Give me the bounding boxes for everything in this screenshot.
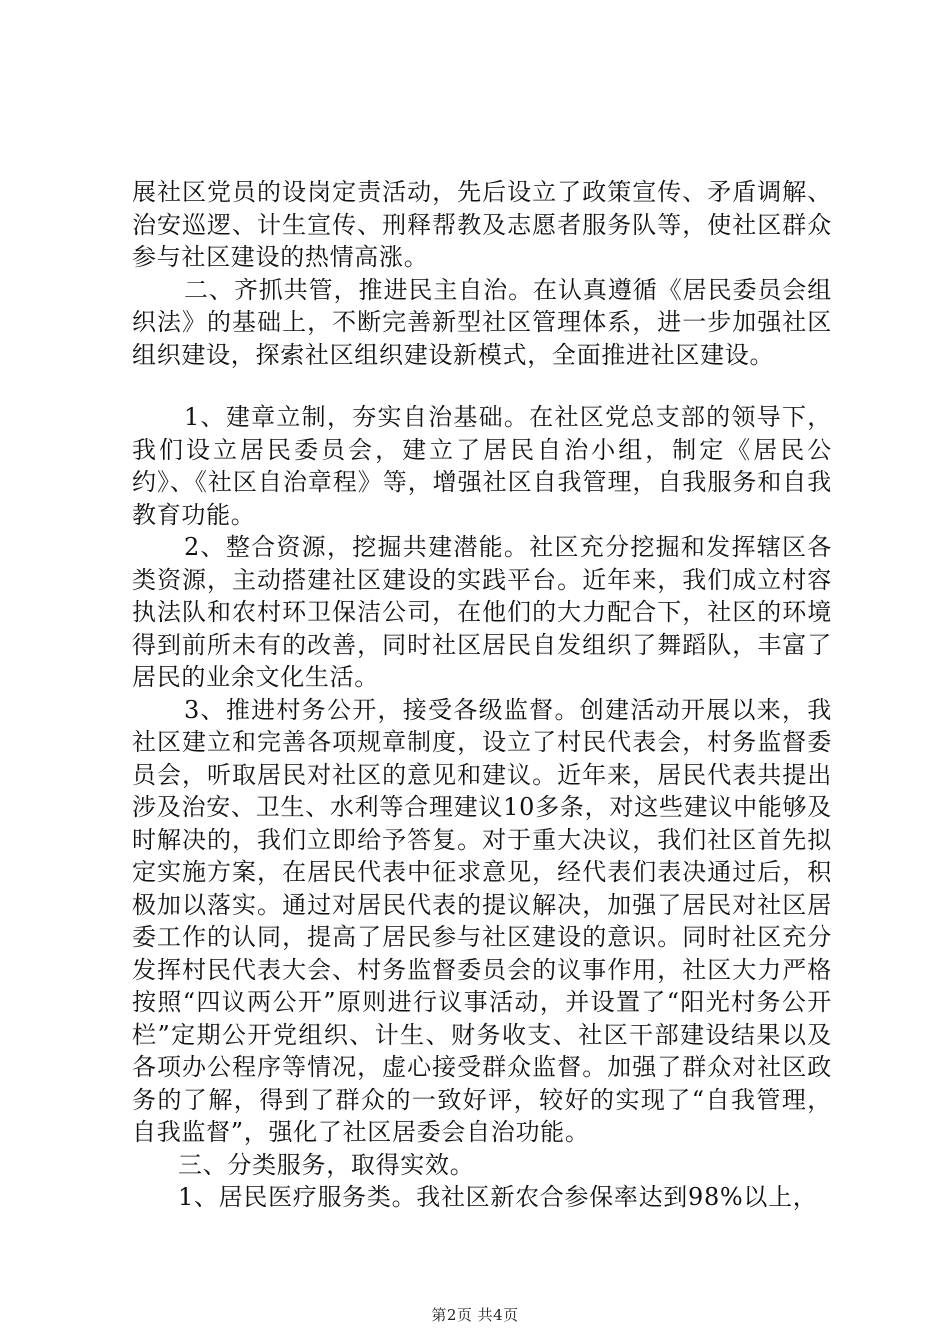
page-number-footer: 第2页 共4页: [431, 1306, 519, 1324]
paragraph-section-three-heading: 三、分类服务，取得实效。: [178, 1150, 475, 1179]
paragraph-medical-service: 1、居民医疗服务类。我社区新农合参保率达到98%以上，: [178, 1183, 818, 1211]
paragraph-section-two-heading: 二、齐抓共管，推进民主自治。在认真遵循《居民委员会组织法》的基础上，不断完善新型社区管理体系，进一步加强社区组织建设，探索社区组织建设新模式，全面推进社区建设。: [132, 275, 832, 369]
document-body: [132, 176, 832, 1214]
paragraph-intro: 展社区党员的设岗定责活动，先后设立了政策宣传、矛盾调解、治安巡逻、计生宣传、刑释帮教及志愿者服务队等，使社区群众参与社区建设的热情高涨。: [132, 178, 832, 271]
paragraph-item-two: 2、整合资源，挖掘共建潜能。社区充分挖掘和发挥辖区各类资源，主动搭建社区建设的实践平台。近年来，我们成立村容执法队和农村环卫保洁公司，在他们的大力配合下，社区的环境得到前所未有的改善，同时社区居民自发组织了舞蹈队，丰富了居民的业余文化生活。: [132, 533, 832, 691]
paragraph-item-one: 1、建章立制，夯实自治基础。在社区党总支部的领导下，我们设立居民委员会，建立了居民自治小组，制定《居民公约》、《社区自治章程》等，增强社区自我管理，自我服务和自我教育功能。: [132, 403, 832, 529]
paragraph-spacer: [132, 371, 832, 401]
paragraph-item-three: 3、推进村务公开，接受各级监督。创建活动开展以来，我社区建立和完善各项规章制度，设立了村民代表会，村务监督委员会，听取居民对社区的意见和建议。近年来，居民代表共提出涉及治安、卫生、水利等合理建议10多条，对这些建议中能够及时解决的，我们立即给予答复。对于重大决议，我们社区首先拟定实施方案，在居民代表中征求意见，经代表们表决通过后，积极加以落实。通过对居民代表的提议解决，加强了居民对社区居委工作的认同，提高了居民参与社区建设的意识。同时社区充分发挥村民代表大会、村务监督委员会的议事作用，社区大力严格按照“四议两公开”原则进行议事活动，并设置了“阳光村务公开栏”定期公开党组织、计生、财务收支、社区干部建设结果以及各项办公程序等情况，虚心接受群众监督。加强了群众对社区政务的了解，得到了群众的一致好评，较好的实现了“自我管理，自我监督”，强化了社区居委会自治功能。: [132, 695, 832, 1146]
